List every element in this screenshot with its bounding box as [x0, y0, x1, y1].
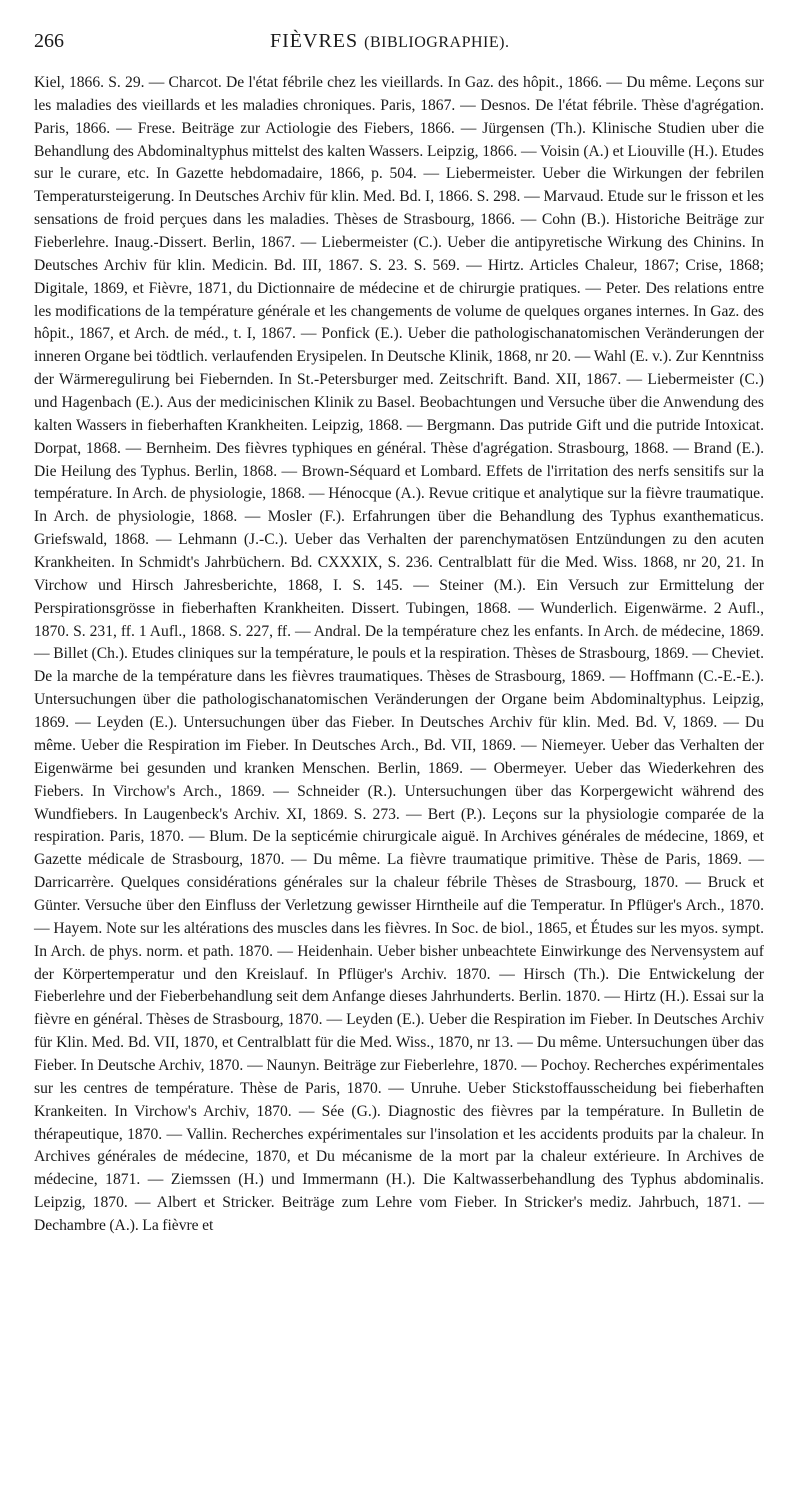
running-header [34, 30, 764, 62]
running-title [270, 30, 509, 53]
running-title-sub: (BIBLIOGRAPHIE). [364, 34, 510, 51]
bibliography-paragraph: Kiel, 1866. S. 29. — Charcot. De l'état fébrile chez les vieillards. In Gaz. des hôpit., 1866. — Du même. Leçons sur les maladies des vieillards et les maladies chroniques. Paris, 1867. — Desnos. De l'état fébrile. Thèse d'agrégation. Paris, 1866. — Frese. Beiträge zur Actiologie des Fiebers, 1866. — Jürgensen (Th.). Klinische Studien uber die Behandlung des Abdominaltyphus mittelst des kalten Wassers. Leipzig, 1866. — Voisin (A.) et Liouville (H.). Etudes sur le curare, etc. In Gazette hebdomadaire, 1866, p. 504. — Liebermeister. Ueber die Wirkungen der febrilen Temperatursteigerung. In Deutsches Archiv für klin. Med. Bd. I, 1866. S. 298. — Marvaud. Etude sur le frisson et les sensations de froid perçues dans les maladies. Thèses de Strasbourg, 1866. — Cohn (B.). Historiche Beiträge zur Fieberlehre. Inaug.-Dissert. Berlin, 1867. — Liebermeister (C.). Ueber die antipyretische Wirkung des Chinins. In Deutsches Archiv für klin. Medicin. Bd. III, 1867. S. 23. S. 569. — Hirtz. Articles Chaleur, 1867; Crise, 1868; Digitale, 1869, et Fièvre, 1871, du Dictionnaire de médecine et de chirurgie pratiques. — Peter. Des relations entre les modifications de la température générale et les changements de volume de quelques organes internes. In Gaz. des hôpit., 1867, et Arch. de méd., t. I, 1867. — Ponfick (E.). Ueber die pathologischanatomischen Veränderungen der inneren Organe bei tödtlich. verlaufenden Erysipelen. In Deutsche Klinik, 1868, nr 20. — Wahl (E. v.). Zur Kenntniss der Wärmeregulirung bei Fiebernden. In St.-Petersburger med. Zeitschrift. Band. XII, 1867. — Liebermeister (C.) und Hagenbach (E.). Aus der medicinischen Klinik zu Basel. Beobachtungen und Versuche über die Anwendung des kalten Wassers in fieberhaften Krankheiten. Leipzig, 1868. — Bergmann. Das putride Gift und die putride Intoxicat. Dorpat, 1868. — Bernheim. Des fièvres typhiques en général. Thèse d'agrégation. Strasbourg, 1868. — Brand (E.). Die Heilung des Typhus. Berlin, 1868. — Brown-Séquard et Lombard. Effets de l'irritation des nerfs sensitifs sur la température. In Arch. de physiologie, 1868. — Hénocque (A.). Revue critique et analytique sur la fièvre traumatique. In Arch. de physiologie, 1868. — Mosler (F.). Erfahrungen über die Behandlung des Typhus exanthematicus. Griefswald, 1868. — Lehmann (J.-C.). Ueber das Verhalten der parenchymatösen Entzündungen zu den acuten Krankheiten. In Schmidt's Jahrbüchern. Bd. CXXXIX, S. 236. Centralblatt für die Med. Wiss. 1868, nr 20, 21. In Virchow und Hirsch Jahresberichte, 1868, I. S. 145. — Steiner (M.). Ein Versuch zur Ermittelung der Perspirationsgrösse in fieberhaften Krankheiten. Dissert. Tubingen, 1868. — Wunderlich. Eigenwärme. 2 Aufl., 1870. S. 231, ff. 1 Aufl., 1868. S. 227, ff. — Andral. De la température chez les enfants. In Arch. de médecine, 1869. — Billet (Ch.). Etudes cliniques sur la température, le pouls et la respiration. Thèses de Strasbourg, 1869. — Cheviet. De la marche de la température dans les fièvres traumatiques. Thèses de Strasbourg, 1869. — Hoffmann (C.-E.-E.). Untersuchungen über die pathologischanatomischen Veränderungen der Organe beim Abdominaltyphus. Leipzig, 1869. — Leyden (E.). Untersuchungen über das Fieber. In Deutsches Archiv für klin. Med. Bd. V, 1869. — Du même. Ueber die Respiration im Fieber. In Deutsches Arch., Bd. VII, 1869. — Niemeyer. Ueber das Verhalten der Eigenwärme bei gesunden und kranken Menschen. Berlin, 1869. — Obermeyer. Ueber das Wiederkehren des Fiebers. In Virchow's Arch., 1869. — Schneider (R.). Untersuchungen über das Korpergewicht während des Wundfiebers. In Laugenbeck's Archiv. XI, 1869. S. 273. — Bert (P.). Leçons sur la physiologie comparée de la respiration. Paris, 1870. — Blum. De la septicémie chirurgicale aiguë. In Archives générales de médecine, 1869, et Gazette médicale de Strasbourg, 1870. — Du même. La fièvre traumatique primitive. Thèse de Paris, 1869. — Darricarrère. Quelques considérations générales sur la chaleur fébrile Thèses de Strasbourg, 1870. — Bruck et Günter. Versuche über den Einfluss der Verletzung gewisser Hirntheile auf die Temperatur. In Pflüger's Arch., 1870. — Hayem. Note sur les altérations des muscles dans les fièvres. In Soc. de biol., 1865, et Études sur les myos. sympt. In Arch. de phys. norm. et path. 1870. — Heidenhain. Ueber bisher unbeachtete Einwirkunge des Nervensystem auf der Körpertemperatur und den Kreislauf. In Pflüger's Archiv. 1870. — Hirsch (Th.). Die Entwickelung der Fieberlehre und der Fieberbehandlung seit dem Anfange dieses Jahrhunderts. Berlin. 1870. — Hirtz (H.). Essai sur la fièvre en général. Thèses de Strasbourg, 1870. — Leyden (E.). Ueber die Respiration im Fieber. In Deutsches Archiv für Klin. Med. Bd. VII, 1870, et Centralblatt für die Med. Wiss., 1870, nr 13. — Du même. Untersuchungen über das Fieber. In Deutsche Archiv, 1870. — Naunyn. Beiträge zur Fieberlehre, 1870. — Pochoy. Recherches expérimentales sur les centres de température. Thèse de Paris, 1870. — Unruhe. Ueber Stickstoffausscheidung bei fieberhaften Krankeiten. In Virchow's Archiv, 1870. — Sée (G.). Diagnostic des fièvres par la température. In Bulletin de thérapeutique, 1870. — Vallin. Recherches expérimentales sur l'insolation et les accidents produits par la chaleur. In Archives générales de médecine, 1870, et Du mécanisme de la mort par la chaleur extérieure. In Archives de médecine, 1871. — Ziemssen (H.) und Immermann (H.). Die Kaltwasserbehandlung des Typhus abdominalis. Leipzig, 1870. — Albert et Stricker. Beiträge zum Lehre vom Fieber. In Stricker's mediz. Jahrbuch, 1871. — Dechambre (A.). La fièvre et [34, 74, 764, 1234]
running-title-main: FIÈVRES [270, 30, 359, 52]
page-number: 266 [34, 30, 64, 52]
bibliography-body [34, 72, 764, 1238]
